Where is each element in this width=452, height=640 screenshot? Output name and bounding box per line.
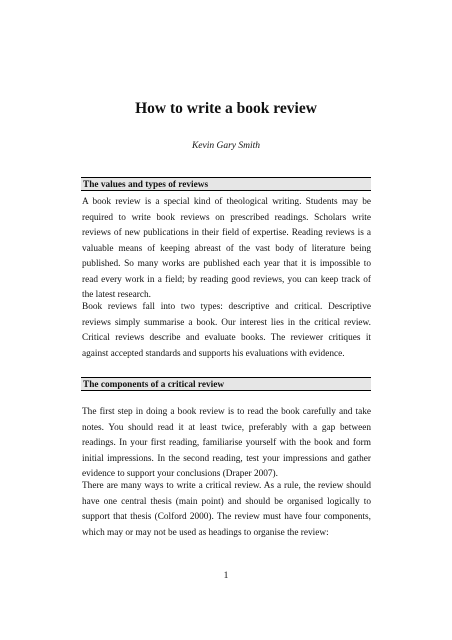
page-number: 1 (223, 571, 229, 581)
section-heading-components: The components of a critical review (81, 377, 371, 391)
paragraph-book-review-intro: A book review is a special kind of theological writing. Students may be required to write book reviews on prescribed readings. Scholars write reviews of new publications in their field of expertise. Reading reviews is a valuable means of keeping abreast of the vast body of literature being published. So many works are published each year that it is impossible to read every work in a field; by reading good reviews, you can keep track of the latest research. (82, 197, 371, 300)
author-name: Kevin Gary Smith (191, 141, 261, 151)
paragraph-review-types: Book reviews fall into two types: descriptive and critical. Descriptive reviews simply summarise a book. Our interest lies in the critical review. Critical reviews describe and evaluate books. The reviewer critiques it against accepted standards and supports his evaluations with evidence. (82, 302, 371, 359)
document-title: How to write a book review (135, 100, 317, 117)
paragraph-critical-review-structure: There are many ways to write a critical review. As a rule, the review should have one central thesis (main point) and should be organised logically to support that thesis (Colford 2000). The review must have four components, which may or may not be used as headings to organise the review: (82, 481, 371, 538)
paragraph-reading-steps: The first step in doing a book review is to read the book carefully and take notes. You should read it at least twice, preferably with a gap between readings. In your first reading, familiarise yourself with the book and form initial impressions. In the second reading, test your impressions and gather evidence to support your conclusions (Draper 2007). (82, 407, 371, 479)
section-heading-values-types: The values and types of reviews (81, 177, 371, 191)
